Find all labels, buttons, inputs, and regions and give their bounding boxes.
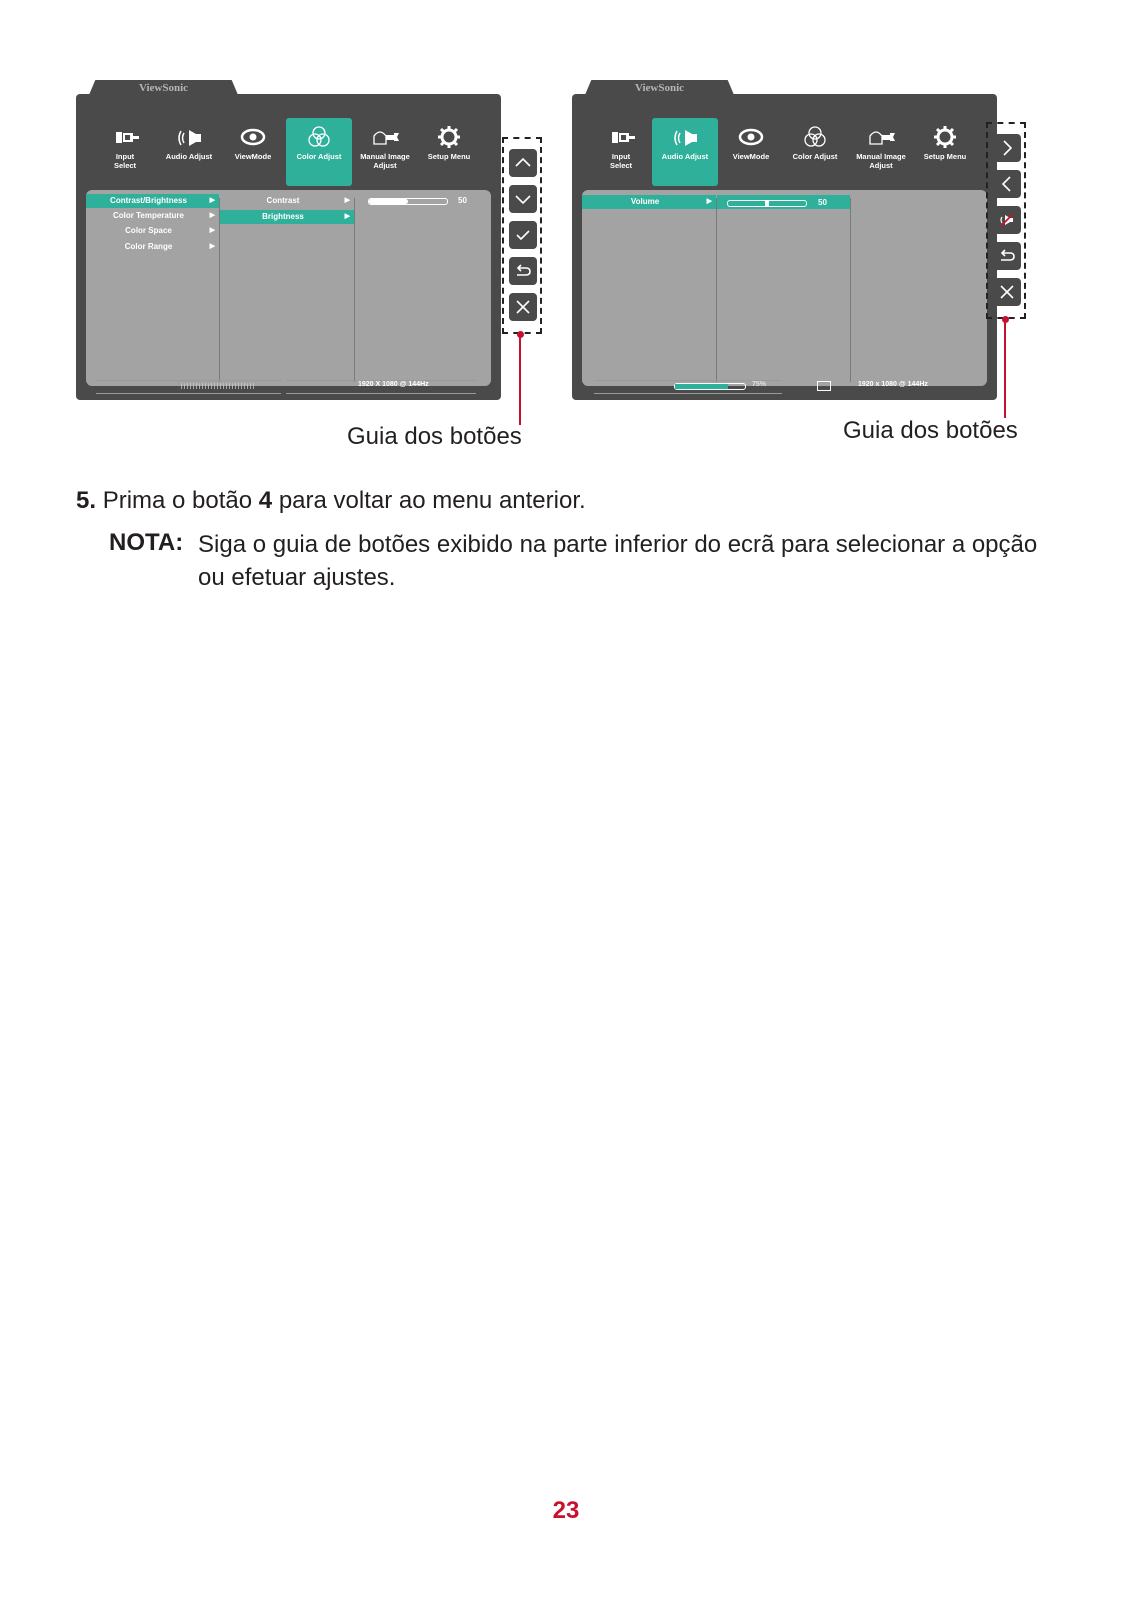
eye-icon [220, 122, 286, 152]
guide-button-confirm[interactable] [509, 221, 537, 249]
guide-button-right[interactable] [993, 134, 1021, 162]
input-select-icon [588, 122, 654, 152]
volume-slider[interactable] [727, 200, 807, 207]
gear-icon [912, 122, 978, 152]
status-resolution: 1920 x 1080 @ 144Hz [858, 381, 928, 388]
tab-label: Color Adjust [792, 152, 838, 161]
chevron-down-icon [513, 189, 533, 209]
color-circles-icon [286, 122, 352, 152]
tab-viewmode[interactable] [718, 118, 784, 186]
tab-audio-adjust[interactable] [156, 118, 222, 186]
osd-tabs [572, 118, 997, 186]
manual-image-icon [352, 122, 418, 152]
osd-brand: ViewSonic [138, 82, 189, 94]
status-percent: 75% [752, 381, 767, 388]
menu-item-volume[interactable]: Volume ▶ [582, 195, 716, 209]
osd-content [86, 190, 491, 386]
audio-icon [652, 122, 718, 152]
tab-manual-image-adjust[interactable] [848, 118, 914, 186]
button-guide-left [502, 137, 542, 334]
chevron-left-icon [997, 174, 1017, 194]
slider-fill [369, 199, 408, 204]
osd-status-bar [86, 380, 491, 396]
step-text-after: para voltar ao menu anterior. [278, 487, 586, 514]
tab-setup-menu[interactable] [416, 118, 482, 186]
guide-button-close[interactable] [509, 293, 537, 321]
return-icon [997, 246, 1017, 266]
osd-content [582, 190, 987, 386]
tab-input-select[interactable] [92, 118, 158, 186]
tab-label: Manual Image Adjust [360, 152, 410, 170]
chevron-up-icon [513, 153, 533, 173]
status-level-bars [181, 383, 255, 389]
tab-label: Setup Menu [427, 152, 471, 161]
tab-input-select[interactable] [588, 118, 654, 186]
menu-item-contrast-brightness[interactable]: Contrast/Brightness ▶ [86, 194, 219, 208]
tab-label: Setup Menu [923, 152, 967, 161]
tab-label: ViewMode [234, 152, 272, 161]
note-label: NOTA: [109, 529, 184, 556]
callout-line [1004, 320, 1006, 418]
close-icon [513, 297, 533, 317]
manual-image-icon [848, 122, 914, 152]
return-icon [513, 261, 533, 281]
tab-label: Manual Image Adjust [856, 152, 906, 170]
slider-value: 50 [818, 198, 827, 207]
tab-label: Input Select [609, 152, 633, 170]
tab-manual-image-adjust[interactable] [352, 118, 418, 186]
guide-button-close[interactable] [993, 278, 1021, 306]
mute-icon [997, 210, 1017, 230]
guide-caption-left: Guia dos botões [347, 423, 522, 450]
aspect-icon [817, 381, 831, 391]
status-resolution: 1920 X 1080 @ 144Hz [358, 381, 429, 388]
brightness-slider[interactable] [368, 198, 448, 205]
chevron-right-icon [997, 138, 1017, 158]
osd-brand: ViewSonic [634, 82, 685, 94]
gear-icon [416, 122, 482, 152]
color-circles-icon [782, 122, 848, 152]
tab-label: ViewMode [732, 152, 770, 161]
guide-button-down[interactable] [509, 185, 537, 213]
guide-button-left[interactable] [993, 170, 1021, 198]
tab-audio-adjust[interactable] [652, 118, 718, 186]
step-text-before: Prima o botão [102, 487, 253, 514]
check-icon [513, 225, 533, 245]
guide-button-return[interactable] [993, 242, 1021, 270]
tab-viewmode[interactable] [220, 118, 286, 186]
submenu-item-contrast[interactable]: Contrast ▶ [266, 196, 350, 205]
tab-color-adjust[interactable] [286, 118, 352, 186]
step-5 [76, 486, 1056, 516]
slider-value: 50 [458, 196, 467, 205]
step-number: 5. [76, 487, 97, 514]
step-button-number: 4 [258, 487, 273, 514]
submenu-item-brightness[interactable]: Brightness ▶ [220, 210, 354, 224]
callout-line [519, 335, 521, 425]
input-select-icon [92, 122, 158, 152]
osd-menu-audio-adjust [572, 80, 997, 400]
note-text: Siga o guia de botões exibido na parte inferior do ecrã para selecionar a opção ou efetuar ajustes. [198, 531, 1038, 591]
button-guide-right [986, 122, 1026, 319]
guide-button-mute[interactable] [993, 206, 1021, 234]
slider-knob [765, 200, 769, 207]
close-icon [997, 282, 1017, 302]
osd-status-bar [582, 380, 987, 396]
menu-item-color-temperature[interactable]: Color Temperature ▶ [113, 211, 215, 220]
page-number: 23 [552, 1497, 580, 1524]
tab-label: Audio Adjust [661, 152, 709, 161]
osd-menu-color-adjust [76, 80, 501, 400]
menu-item-color-range[interactable]: Color Range ▶ [124, 242, 215, 251]
tab-label: Input Select [113, 152, 137, 170]
tab-color-adjust[interactable] [782, 118, 848, 186]
status-volume-bar [674, 383, 746, 390]
eye-icon [718, 122, 784, 152]
tab-label: Audio Adjust [165, 152, 213, 161]
tab-label: Color Adjust [296, 152, 342, 161]
guide-button-return[interactable] [509, 257, 537, 285]
audio-icon [156, 122, 222, 152]
menu-item-color-space[interactable]: Color Space ▶ [125, 226, 215, 235]
osd-tabs [76, 118, 501, 186]
guide-button-up[interactable] [509, 149, 537, 177]
guide-caption-right: Guia dos botões [843, 417, 1018, 444]
tab-setup-menu[interactable] [912, 118, 978, 186]
